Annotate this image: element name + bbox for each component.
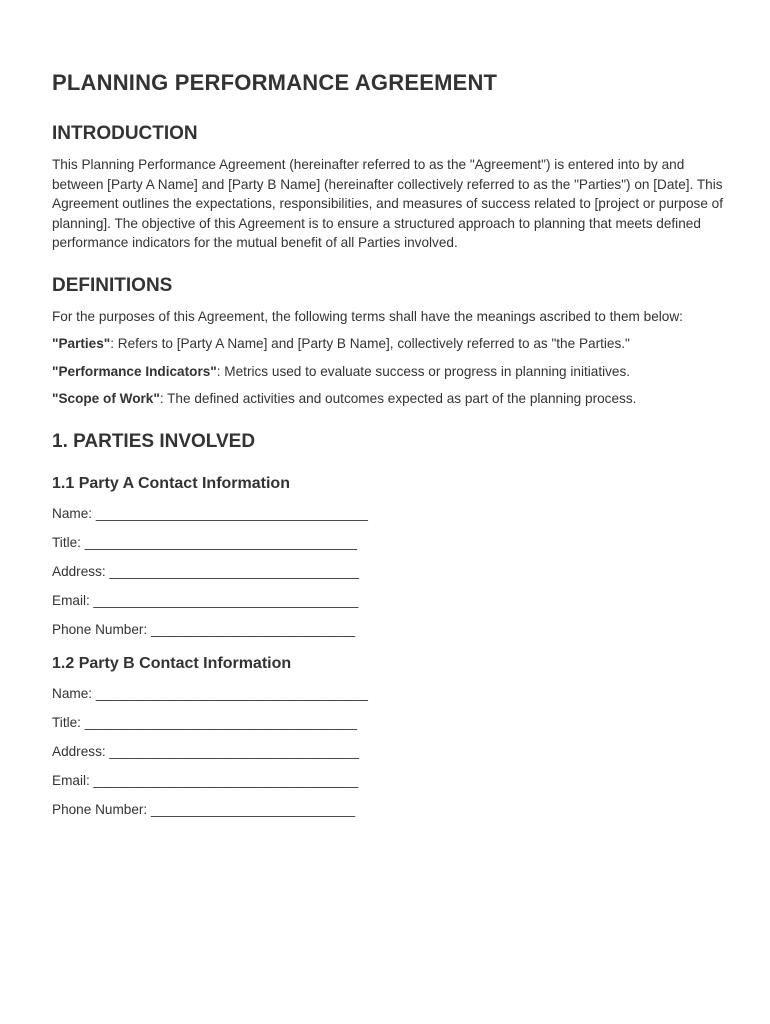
introduction-heading: INTRODUCTION [52, 123, 198, 144]
party-b-phone-field: Phone Number: ___________________________ [52, 801, 356, 817]
party-a-section [52, 475, 724, 639]
party-a-title-field: Title: ____________________________________ [52, 534, 357, 550]
definition-text: : The defined activities and outcomes expected as part of the planning process. [159, 391, 637, 406]
party-b-email-field: Email: ___________________________________ [52, 772, 359, 788]
definitions-heading: DEFINITIONS [52, 274, 173, 296]
document-page [52, 70, 724, 841]
party-b-section [52, 655, 724, 819]
definitions-list [52, 334, 724, 409]
party-b-heading: 1.2 Party B Contact Information [52, 654, 292, 672]
parties-heading: 1. PARTIES INVOLVED [52, 430, 256, 452]
party-a-phone-field: Phone Number: ___________________________ [52, 621, 356, 637]
party-a-email-field: Email: ___________________________________ [52, 592, 359, 608]
definition-item [52, 389, 724, 409]
party-b-title-field: Title: ____________________________________ [52, 714, 357, 730]
definition-item [52, 362, 724, 382]
definitions-section [52, 275, 724, 409]
definitions-intro: For the purposes of this Agreement, the following terms shall have the meanings ascribed to them below: [52, 308, 683, 324]
definition-item [52, 334, 724, 354]
party-a-name-field: Name: ____________________________________ [52, 505, 368, 521]
introduction-section [52, 123, 724, 253]
definition-text: : Refers to [Party A Name] and [Party B Name], collectively referred to as "the Parties." [110, 336, 630, 351]
party-a-address-field: Address: _________________________________ [52, 563, 359, 579]
party-b-name-field: Name: ____________________________________ [52, 685, 368, 701]
definition-term: "Parties" [52, 336, 111, 351]
definition-text: : Metrics used to evaluate success or progress in planning initiatives. [216, 363, 631, 379]
parties-section [52, 431, 724, 819]
document-title: PLANNING PERFORMANCE AGREEMENT [52, 70, 498, 95]
party-a-heading: 1.1 Party A Contact Information [52, 474, 290, 492]
party-b-address-field: Address: _________________________________ [52, 743, 359, 759]
introduction-text: This Planning Performance Agreement (hereinafter referred to as the "Agreement") is entered into by and between [Party A Name] and [Party B Name] (hereinafter collectively referred to as the "Parties") on [Date]. This Agreement outlines the expectations, responsibilities, and measures of success related to [project or purpose of planning]. The objective of this Agreement is to ensure a structured approach to planning that meets defined performance indicators for the mutual benefit of all Parties involved. [52, 157, 723, 250]
definition-term: "Performance Indicators" [52, 363, 217, 379]
definition-term: "Scope of Work" [52, 391, 160, 406]
